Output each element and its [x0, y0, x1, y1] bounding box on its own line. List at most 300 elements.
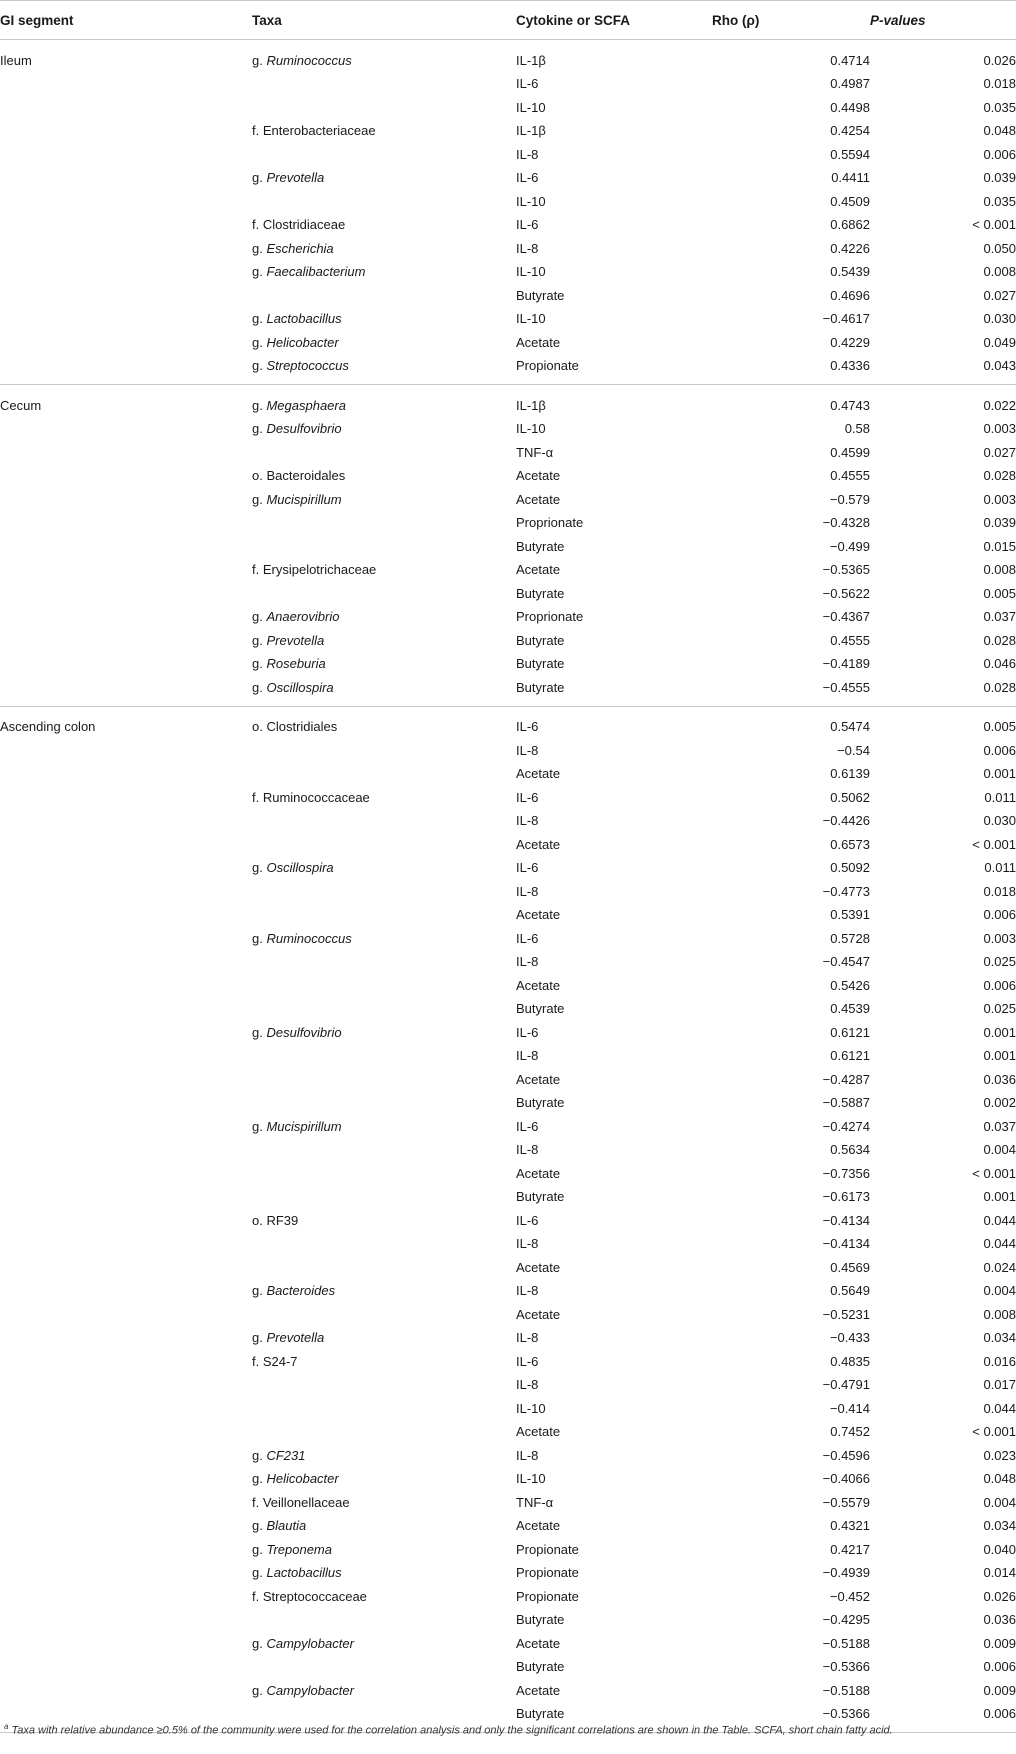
- cell-rho: 0.4569: [830, 1259, 870, 1275]
- cell-taxa: [252, 676, 516, 707]
- cell-taxa: [252, 143, 516, 167]
- cell-rho: −0.5188: [822, 1635, 870, 1651]
- cell-cytokine: IL-8: [516, 1236, 539, 1252]
- cell-p-value: 0.023: [983, 1447, 1016, 1463]
- cell-cytokine: Acetate: [516, 1635, 561, 1651]
- cell-rho: 0.4714: [830, 52, 870, 68]
- cell-gi-segment: [0, 833, 252, 857]
- cell-cytokine: IL-6: [516, 789, 539, 805]
- cell-taxa: [252, 40, 516, 73]
- cell-taxa: [252, 213, 516, 237]
- taxa-name: Ruminococcaceae: [262, 789, 370, 805]
- cell-rho: −0.4274: [822, 1118, 870, 1134]
- cell-gi-segment: [0, 582, 252, 606]
- cell-cytokine: IL-10: [516, 1400, 546, 1416]
- cell-rho: 0.4555: [830, 468, 870, 484]
- cell-gi-segment: [0, 441, 252, 465]
- taxa-name: Prevotella: [266, 170, 325, 186]
- taxa-name: Escherichia: [266, 240, 334, 256]
- cell-cytokine: Acetate: [516, 907, 561, 923]
- table-row: [0, 629, 1016, 653]
- taxa-rank-prefix: o.: [252, 468, 267, 484]
- cell-rho: 0.5391: [830, 907, 870, 923]
- cell-rho: 0.5439: [830, 264, 870, 280]
- cell-rho: 0.4696: [830, 287, 870, 303]
- cell-p-value: 0.043: [870, 354, 1016, 385]
- cell-cytokine: Acetate: [516, 836, 561, 852]
- cell-p-value: 0.048: [983, 1471, 1016, 1487]
- cell-taxa: [252, 237, 516, 261]
- cell-cytokine: Acetate: [516, 1518, 561, 1534]
- cell-rho: −0.4134: [822, 1236, 870, 1252]
- header-gi-segment: GI segment: [0, 1, 252, 40]
- cell-gi-segment: [0, 1491, 252, 1515]
- taxa-rank-prefix: g.: [252, 421, 267, 437]
- cell-p-value: 0.028: [983, 468, 1016, 484]
- cell-rho: −0.5622: [822, 585, 870, 601]
- table-row: [0, 652, 1016, 676]
- cell-rho: 0.4498: [830, 99, 870, 115]
- taxa-rank-prefix: g.: [252, 170, 267, 186]
- cell-gi-segment: [0, 354, 252, 385]
- cell-taxa: [252, 1256, 516, 1280]
- taxa-name: Desulfovibrio: [266, 421, 342, 437]
- cell-taxa: [252, 385, 516, 418]
- cell-rho: −0.433: [829, 1330, 870, 1346]
- table-row: [0, 1444, 1016, 1468]
- cell-p-value: 0.026: [983, 52, 1016, 68]
- cell-rho: −0.5366: [712, 1702, 870, 1733]
- cell-gi-segment: [0, 1115, 252, 1139]
- table-row: [0, 706, 1016, 739]
- cell-gi-segment: [0, 974, 252, 998]
- taxa-rank-prefix: g.: [252, 1118, 267, 1134]
- cell-rho: −0.452: [829, 1588, 870, 1604]
- cell-taxa: [252, 1655, 516, 1679]
- cell-gi-segment: [0, 927, 252, 951]
- cell-gi-segment: [0, 558, 252, 582]
- cell-gi-segment: [0, 1538, 252, 1562]
- cell-rho: −0.579: [829, 491, 870, 507]
- cell-rho: 0.6573: [830, 836, 870, 852]
- taxa-name: Oscillospira: [266, 679, 334, 695]
- table-row: [0, 950, 1016, 974]
- cell-taxa: [252, 1538, 516, 1562]
- cell-rho: 0.4743: [830, 397, 870, 413]
- cell-rho: −0.4596: [822, 1447, 870, 1463]
- taxa-name: Desulfovibrio: [266, 1024, 342, 1040]
- cell-gi-segment: [0, 143, 252, 167]
- table-row: [0, 1044, 1016, 1068]
- cell-p-value: 0.049: [983, 334, 1016, 350]
- taxa-rank-prefix: g.: [252, 52, 267, 68]
- taxa-name: Bacteroidales: [266, 468, 346, 484]
- cell-taxa: [252, 1679, 516, 1703]
- footnote-text: Taxa with relative abundance ≥0.5% of the community were used for the correlation analysis and only the significant correlations are shown in the Table. SCFA, short chain fatty acid.: [11, 1724, 893, 1737]
- taxa-name: Streptococcus: [266, 358, 349, 373]
- cell-rho: 0.5649: [830, 1283, 870, 1299]
- cell-rho: −0.5231: [822, 1306, 870, 1322]
- cell-rho: 0.4321: [830, 1518, 870, 1534]
- table-row: [0, 143, 1016, 167]
- cell-cytokine: IL-8: [516, 146, 539, 162]
- cell-cytokine: IL-6: [516, 217, 539, 233]
- cell-p-value: 0.011: [984, 860, 1016, 876]
- cell-rho: 0.6121: [830, 1024, 870, 1040]
- table-row: [0, 331, 1016, 355]
- cell-rho: −0.4295: [822, 1612, 870, 1628]
- table-row: [0, 1397, 1016, 1421]
- taxa-rank-prefix: g.: [252, 1541, 267, 1557]
- table-row: [0, 488, 1016, 512]
- taxa-rank-prefix: g.: [252, 1565, 267, 1581]
- cell-cytokine: Butyrate: [516, 656, 565, 672]
- cell-rho: −0.54: [837, 742, 870, 758]
- taxa-name: S24-7: [262, 1353, 298, 1369]
- cell-taxa: [252, 1021, 516, 1045]
- taxa-name: Clostridiales: [266, 719, 338, 734]
- cell-gi-segment: [0, 417, 252, 441]
- taxa-rank-prefix: g.: [252, 1682, 267, 1698]
- taxa-name: CF231: [266, 1447, 306, 1463]
- cell-gi-segment: [0, 1068, 252, 1092]
- cell-cytokine: Proprionate: [516, 515, 584, 531]
- table-row: [0, 582, 1016, 606]
- cell-taxa: [252, 464, 516, 488]
- cell-taxa: [252, 1514, 516, 1538]
- cell-gi-segment: [0, 166, 252, 190]
- cell-taxa: [252, 1608, 516, 1632]
- cell-gi-segment: [0, 535, 252, 559]
- cell-taxa: [252, 307, 516, 331]
- cell-rho: −0.4189: [822, 656, 870, 672]
- cell-rho: 0.4539: [830, 1001, 870, 1017]
- cell-cytokine: IL-1β: [516, 52, 546, 68]
- cell-p-value: 0.003: [983, 421, 1016, 437]
- cell-cytokine: Acetate: [516, 1424, 561, 1440]
- cell-taxa: [252, 809, 516, 833]
- cell-gi-segment: [0, 809, 252, 833]
- table-header: [0, 1, 1016, 40]
- cell-rho: 0.4555: [830, 632, 870, 648]
- cell-cytokine: IL-6: [516, 1353, 539, 1369]
- cell-p-value: < 0.001: [972, 836, 1016, 852]
- taxa-name: Anaerovibrio: [266, 609, 340, 625]
- cell-p-value: 0.008: [983, 562, 1016, 578]
- cell-p-value: 0.001: [983, 1189, 1016, 1205]
- cell-p-value: 0.028: [870, 676, 1016, 707]
- cell-cytokine: IL-8: [516, 883, 539, 899]
- cell-rho: 0.4229: [830, 334, 870, 350]
- cell-gi-segment: [0, 762, 252, 786]
- header-p-values: [870, 1, 1016, 40]
- cell-gi-segment: [0, 652, 252, 676]
- cell-cytokine: Propionate: [516, 1541, 579, 1557]
- table-row: [0, 880, 1016, 904]
- cell-gi-segment: [0, 1373, 252, 1397]
- cell-gi-segment: [0, 997, 252, 1021]
- cell-p-value: 0.027: [983, 444, 1016, 460]
- cell-rho: 0.4835: [830, 1353, 870, 1369]
- cell-rho: −0.4555: [712, 676, 870, 707]
- cell-p-value: 0.008: [983, 264, 1016, 280]
- taxa-name: Ruminococcus: [266, 52, 352, 68]
- cell-p-value: 0.028: [983, 632, 1016, 648]
- cell-rho: 0.5728: [830, 930, 870, 946]
- cell-p-value: 0.006: [870, 1702, 1016, 1733]
- cell-taxa: [252, 1491, 516, 1515]
- cell-rho: −0.5366: [822, 1659, 870, 1675]
- cell-p-value: 0.003: [983, 491, 1016, 507]
- cell-gi-segment: [0, 237, 252, 261]
- taxa-name: Roseburia: [266, 656, 326, 672]
- cell-p-value: < 0.001: [972, 1165, 1016, 1181]
- table-row: [0, 1350, 1016, 1374]
- cell-taxa: [252, 880, 516, 904]
- cell-p-value: 0.044: [983, 1236, 1016, 1252]
- cell-taxa: [252, 833, 516, 857]
- taxa-rank-prefix: g.: [252, 1330, 267, 1346]
- table-row: [0, 739, 1016, 763]
- cell-cytokine: IL-8: [516, 1447, 539, 1463]
- cell-gi-segment: [0, 856, 252, 880]
- cell-cytokine: IL-1β: [516, 123, 546, 139]
- table-row: [0, 385, 1016, 418]
- cell-p-value: 0.006: [983, 907, 1016, 923]
- cell-cytokine: Butyrate: [516, 585, 565, 601]
- taxa-rank-prefix: g.: [252, 1283, 267, 1299]
- cell-taxa: [252, 1303, 516, 1327]
- cell-gi-segment: [0, 119, 252, 143]
- table-row: [0, 1115, 1016, 1139]
- taxa-name: Streptococcaceae: [262, 1588, 367, 1604]
- header-p-values-label: P-values: [870, 12, 926, 28]
- cell-cytokine: IL-8: [516, 1283, 539, 1299]
- cell-cytokine: IL-8: [516, 1048, 539, 1064]
- cell-p-value: 0.036: [983, 1071, 1016, 1087]
- cell-p-value: 0.001: [983, 1048, 1016, 1064]
- table-row: [0, 762, 1016, 786]
- cell-rho: −0.6173: [822, 1189, 870, 1205]
- table-row: [0, 119, 1016, 143]
- cell-taxa: [252, 284, 516, 308]
- cell-p-value: 0.006: [983, 742, 1016, 758]
- cell-gi-segment: [0, 1162, 252, 1186]
- cell-taxa: [252, 1209, 516, 1233]
- cell-cytokine: IL-1β: [516, 397, 546, 413]
- cell-cytokine: IL-6: [516, 1024, 539, 1040]
- cell-p-value: 0.002: [983, 1095, 1016, 1111]
- cell-gi-segment: [0, 190, 252, 214]
- cell-taxa: [252, 1585, 516, 1609]
- table-row: [0, 535, 1016, 559]
- cell-rho: 0.4599: [830, 444, 870, 460]
- taxa-rank-prefix: g.: [252, 264, 267, 280]
- taxa-rank-prefix: f.: [252, 1494, 263, 1510]
- cell-p-value: 0.003: [983, 930, 1016, 946]
- cell-p-value: 0.026: [983, 1588, 1016, 1604]
- cell-cytokine: Butyrate: [516, 1095, 565, 1111]
- cell-cytokine: Acetate: [516, 977, 561, 993]
- cell-cytokine: IL-6: [516, 930, 539, 946]
- table-row: [0, 511, 1016, 535]
- table-row: [0, 558, 1016, 582]
- table-row: [0, 1068, 1016, 1092]
- cell-p-value: 0.048: [983, 123, 1016, 139]
- taxa-name: Oscillospira: [266, 860, 334, 876]
- cell-cytokine: Butyrate: [516, 1189, 565, 1205]
- cell-taxa: [252, 950, 516, 974]
- cell-p-value: 0.004: [983, 1283, 1016, 1299]
- cell-taxa: [252, 1279, 516, 1303]
- table-row: [0, 417, 1016, 441]
- table-row: [0, 676, 1016, 707]
- cell-p-value: 0.018: [983, 76, 1016, 92]
- cell-rho: −0.5188: [822, 1682, 870, 1698]
- cell-rho: −0.4287: [822, 1071, 870, 1087]
- cell-rho: 0.5634: [830, 1142, 870, 1158]
- cell-cytokine: TNF-α: [516, 1494, 554, 1510]
- table-row: [0, 1185, 1016, 1209]
- cell-cytokine: Acetate: [516, 562, 561, 578]
- cell-rho: −0.7356: [822, 1165, 870, 1181]
- cell-p-value: 0.022: [983, 397, 1016, 413]
- taxa-name: Faecalibacterium: [266, 264, 366, 280]
- cell-taxa: [252, 1561, 516, 1585]
- cell-gi-segment: [0, 1303, 252, 1327]
- taxa-name: Erysipelotrichaceae: [262, 562, 377, 578]
- taxa-rank-prefix: g.: [252, 1447, 267, 1463]
- cell-p-value: 0.006: [983, 977, 1016, 993]
- cell-p-value: 0.044: [983, 1212, 1016, 1228]
- taxa-name: Lactobacillus: [266, 311, 342, 327]
- taxa-name: Prevotella: [266, 632, 325, 648]
- table-row: [0, 40, 1016, 73]
- cell-gi-segment: [0, 1397, 252, 1421]
- cell-gi-segment: [0, 1444, 252, 1468]
- cell-gi-segment: [0, 1632, 252, 1656]
- cell-p-value: 0.001: [983, 1024, 1016, 1040]
- cell-rho: 0.5474: [830, 719, 870, 734]
- cell-gi-segment: [0, 464, 252, 488]
- table-row: [0, 997, 1016, 1021]
- taxa-rank-prefix: g.: [252, 240, 267, 256]
- cell-taxa: [252, 119, 516, 143]
- table-row: [0, 856, 1016, 880]
- table-row: [0, 605, 1016, 629]
- table-row: [0, 1303, 1016, 1327]
- cell-taxa: [252, 903, 516, 927]
- cell-taxa: [252, 1350, 516, 1374]
- cell-p-value: 0.030: [983, 311, 1016, 327]
- cell-taxa: [252, 511, 516, 535]
- cell-gi-segment: [0, 1209, 252, 1233]
- cell-rho: 0.58: [844, 421, 870, 437]
- table-row: [0, 1232, 1016, 1256]
- table-row: [0, 96, 1016, 120]
- cell-cytokine: Butyrate: [516, 1659, 565, 1675]
- cell-cytokine: Acetate: [516, 1071, 561, 1087]
- taxa-name: Enterobacteriaceae: [262, 123, 376, 139]
- cell-taxa: [252, 96, 516, 120]
- cell-taxa: [252, 535, 516, 559]
- cell-cytokine: IL-6: [516, 860, 539, 876]
- cell-p-value: < 0.001: [972, 1424, 1016, 1440]
- table-row: [0, 284, 1016, 308]
- table-row: [0, 1655, 1016, 1679]
- cell-cytokine: Acetate: [516, 1259, 561, 1275]
- cell-gi-segment: [0, 1420, 252, 1444]
- cell-rho: 0.6121: [830, 1048, 870, 1064]
- cell-gi-segment: [0, 903, 252, 927]
- cell-p-value: 0.014: [983, 1565, 1016, 1581]
- table-row: [0, 307, 1016, 331]
- cell-cytokine: IL-6: [516, 719, 539, 734]
- taxa-rank-prefix: g.: [252, 609, 267, 625]
- table-row: [0, 833, 1016, 857]
- taxa-name: Clostridiaceae: [262, 217, 346, 233]
- cell-rho: −0.4367: [822, 609, 870, 625]
- cell-taxa: [252, 1115, 516, 1139]
- cell-p-value: 0.025: [983, 1001, 1016, 1017]
- cell-cytokine: IL-10: [516, 193, 546, 209]
- cell-p-value: 0.009: [983, 1635, 1016, 1651]
- taxa-name: Mucispirillum: [266, 491, 342, 507]
- taxa-rank-prefix: g.: [252, 1518, 267, 1534]
- taxa-rank-prefix: f.: [252, 1588, 263, 1604]
- cell-p-value: 0.039: [983, 515, 1016, 531]
- cell-gi-segment: [0, 1608, 252, 1632]
- cell-cytokine: Acetate: [516, 491, 561, 507]
- cell-taxa: [252, 605, 516, 629]
- cell-taxa: [252, 706, 516, 739]
- header-row: [0, 1, 1016, 40]
- cell-rho: 0.5426: [830, 977, 870, 993]
- cell-cytokine: IL-6: [516, 1118, 539, 1134]
- cell-rho: −0.4426: [822, 813, 870, 829]
- cell-gi-segment: [0, 284, 252, 308]
- cell-taxa: [252, 1326, 516, 1350]
- cell-p-value: 0.037: [983, 609, 1016, 625]
- cell-p-value: 0.017: [983, 1377, 1016, 1393]
- cell-cytokine: Acetate: [516, 334, 561, 350]
- cell-rho: −0.4617: [822, 311, 870, 327]
- table-row: [0, 1467, 1016, 1491]
- cell-rho: 0.4254: [830, 123, 870, 139]
- cell-rho: 0.4987: [830, 76, 870, 92]
- cell-rho: 0.7452: [830, 1424, 870, 1440]
- taxa-rank-prefix: g.: [252, 930, 267, 946]
- cell-taxa: [252, 1420, 516, 1444]
- cell-cytokine: IL-8: [516, 1142, 539, 1158]
- cell-cytokine: IL-6: [516, 1212, 539, 1228]
- cell-cytokine: IL-10: [516, 1471, 546, 1487]
- table-row: [0, 464, 1016, 488]
- cell-gi-segment: Cecum: [0, 397, 42, 413]
- cell-rho: −0.4773: [822, 883, 870, 899]
- cell-cytokine: Acetate: [516, 1306, 561, 1322]
- cell-gi-segment: [0, 260, 252, 284]
- table-row: [0, 72, 1016, 96]
- cell-cytokine: Proprionate: [516, 609, 584, 625]
- cell-cytokine: Butyrate: [516, 1702, 712, 1733]
- taxa-rank-prefix: g.: [252, 1024, 267, 1040]
- cell-gi-segment: [0, 739, 252, 763]
- cell-cytokine: Acetate: [516, 468, 561, 484]
- table-row: [0, 1585, 1016, 1609]
- cell-gi-segment: [0, 72, 252, 96]
- taxa-name: Veillonellaceae: [262, 1494, 350, 1510]
